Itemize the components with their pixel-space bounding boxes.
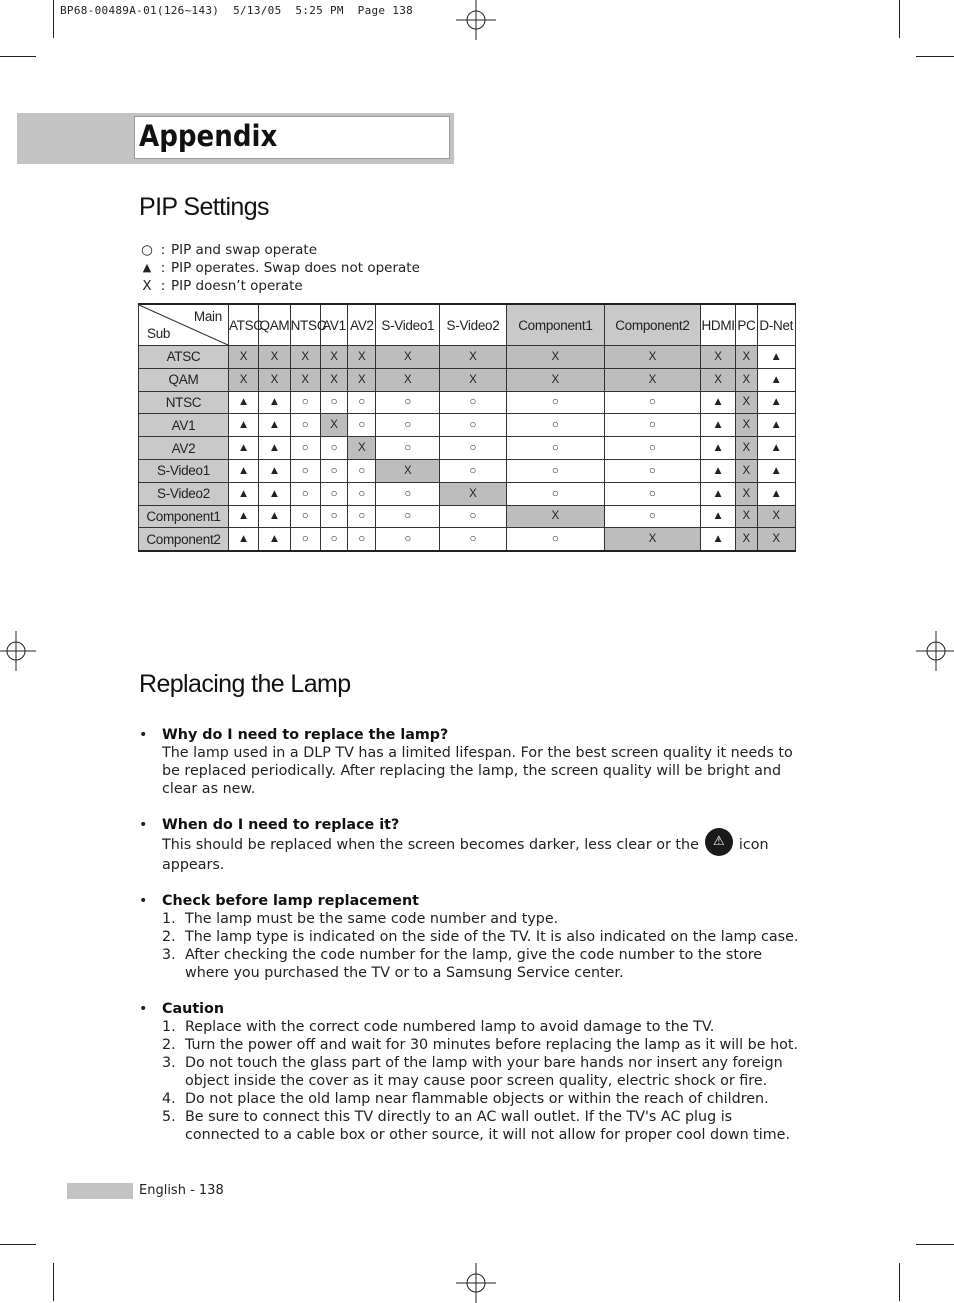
- table-cell: X: [506, 346, 604, 369]
- table-cell: X: [736, 528, 757, 551]
- table-cell: ○: [348, 505, 376, 528]
- table-cell: ○: [290, 391, 320, 414]
- table-cell: ○: [604, 505, 700, 528]
- pip-legend: [139, 241, 420, 295]
- crop-mark: [916, 56, 954, 57]
- bullet: •: [139, 727, 148, 743]
- table-cell: ▲: [700, 482, 735, 505]
- column-header: D-Net: [757, 304, 796, 346]
- registration-mark-icon: [456, 1263, 496, 1303]
- table-cell: ▲: [259, 414, 290, 437]
- row-header: S-Video2: [139, 482, 229, 505]
- table-cell: X: [604, 528, 700, 551]
- item-text: The lamp type is indicated on the side of the TV. It is also indicated on the lamp case.: [185, 929, 799, 945]
- table-cell: ▲: [757, 437, 796, 460]
- table-cell: X: [440, 482, 507, 505]
- numbered-item: [162, 1036, 799, 1054]
- legend-row: [139, 277, 420, 295]
- item-text: The lamp must be the same code number and type.: [185, 911, 559, 927]
- table-cell: X: [604, 368, 700, 391]
- column-header: QAM: [259, 304, 290, 346]
- question-heading: Check before lamp replacement: [162, 893, 419, 909]
- row-header: AV2: [139, 437, 229, 460]
- table-cell: ▲: [228, 482, 258, 505]
- table-cell: X: [259, 368, 290, 391]
- item-number: 1.: [162, 911, 176, 927]
- table-cell: X: [736, 368, 757, 391]
- table-row: [139, 505, 796, 528]
- item-number: 2.: [162, 929, 176, 945]
- legend-text: PIP and swap operate: [171, 242, 318, 258]
- footer-bar: [67, 1183, 133, 1199]
- table-cell: X: [228, 346, 258, 369]
- corner-sub-label: Sub: [147, 326, 171, 341]
- table-cell: X: [736, 346, 757, 369]
- table-cell: ○: [376, 437, 440, 460]
- x-icon: X: [142, 278, 152, 294]
- row-header: Component2: [139, 528, 229, 551]
- table-cell: ▲: [700, 391, 735, 414]
- table-cell: X: [736, 414, 757, 437]
- table-row: [139, 437, 796, 460]
- table-cell: ▲: [228, 459, 258, 482]
- table-cell: X: [700, 346, 735, 369]
- table-cell: X: [506, 505, 604, 528]
- table-cell: ○: [348, 391, 376, 414]
- table-cell: ○: [320, 505, 347, 528]
- pip-settings-table: [138, 303, 796, 552]
- answer-text-before: This should be replaced when the screen becomes darker, less clear or the: [162, 837, 699, 853]
- numbered-item: [162, 1108, 799, 1144]
- table-cell: ○: [440, 505, 507, 528]
- crop-mark: [899, 0, 900, 38]
- table-cell: X: [736, 482, 757, 505]
- table-cell: ○: [290, 414, 320, 437]
- table-cell: ▲: [700, 437, 735, 460]
- table-cell: ▲: [259, 459, 290, 482]
- table-cell: X: [604, 346, 700, 369]
- lamp-warning-icon: ⚠: [705, 828, 733, 856]
- check-list: [162, 910, 799, 982]
- table-cell: ○: [604, 459, 700, 482]
- table-header-row: [139, 304, 796, 346]
- table-cell: ○: [348, 482, 376, 505]
- table-cell: ▲: [228, 437, 258, 460]
- numbered-item: [162, 1054, 799, 1090]
- item-number: 4.: [162, 1091, 176, 1107]
- column-header: NTSC: [290, 304, 320, 346]
- crop-mark: [899, 1263, 900, 1301]
- table-cell: ○: [440, 437, 507, 460]
- column-header: S-Video1: [376, 304, 440, 346]
- row-header: AV1: [139, 414, 229, 437]
- item-text: Do not place the old lamp near flammable objects or within the reach of children.: [185, 1091, 769, 1107]
- table-cell: ▲: [700, 528, 735, 551]
- row-header: QAM: [139, 368, 229, 391]
- list-item: [139, 1000, 799, 1144]
- table-row: [139, 368, 796, 391]
- table-row: [139, 459, 796, 482]
- table-cell: ▲: [700, 414, 735, 437]
- item-number: 1.: [162, 1019, 176, 1035]
- legend-colon: :: [160, 242, 166, 258]
- question-heading: Why do I need to replace the lamp?: [162, 727, 449, 743]
- question-heading: When do I need to replace it?: [162, 817, 400, 833]
- list-item: [139, 726, 799, 798]
- table-cell: ▲: [700, 459, 735, 482]
- table-cell: ▲: [757, 391, 796, 414]
- table-cell: ○: [604, 437, 700, 460]
- registration-mark-icon: [456, 0, 496, 40]
- table-cell: X: [440, 346, 507, 369]
- table-cell: ○: [320, 528, 347, 551]
- row-header: ATSC: [139, 346, 229, 369]
- list-item: [139, 816, 799, 874]
- table-cell: ▲: [228, 528, 258, 551]
- table-cell: ▲: [757, 368, 796, 391]
- table-row: [139, 482, 796, 505]
- table-cell: ▲: [757, 482, 796, 505]
- table-cell: X: [348, 437, 376, 460]
- table-cell: ○: [348, 528, 376, 551]
- table-cell: ○: [506, 528, 604, 551]
- question-heading: Caution: [162, 1001, 225, 1017]
- answer-text: [162, 834, 799, 874]
- table-row: [139, 346, 796, 369]
- table-cell: ○: [348, 414, 376, 437]
- table-cell: ○: [290, 505, 320, 528]
- table-cell: ○: [506, 437, 604, 460]
- crop-mark: [0, 56, 36, 57]
- corner-main-label: Main: [193, 309, 222, 324]
- table-cell: ○: [376, 528, 440, 551]
- table-cell: ○: [440, 391, 507, 414]
- pip-settings-heading: PIP Settings: [139, 193, 269, 221]
- table-cell: X: [259, 346, 290, 369]
- table-cell: ▲: [228, 505, 258, 528]
- registration-mark-icon: [0, 631, 40, 671]
- table-cell: ▲: [259, 437, 290, 460]
- column-header: HDMI: [700, 304, 735, 346]
- table-cell: X: [700, 368, 735, 391]
- numbered-item: [162, 946, 799, 982]
- table-cell: ▲: [757, 346, 796, 369]
- table-cell: ▲: [259, 505, 290, 528]
- table-cell: X: [757, 505, 796, 528]
- table-cell: ○: [604, 414, 700, 437]
- table-cell: ○: [348, 459, 376, 482]
- table-cell: X: [348, 368, 376, 391]
- replacing-lamp-heading: Replacing the Lamp: [139, 670, 351, 698]
- table-body: [139, 346, 796, 552]
- table-cell: X: [757, 528, 796, 551]
- table-cell: X: [320, 346, 347, 369]
- column-header: S-Video2: [440, 304, 507, 346]
- column-header: PC: [736, 304, 757, 346]
- table-cell: ○: [604, 391, 700, 414]
- registration-mark-icon: [914, 631, 954, 671]
- item-number: 3.: [162, 947, 176, 963]
- table-cell: X: [736, 437, 757, 460]
- legend-row: [139, 259, 420, 277]
- numbered-item: [162, 910, 799, 928]
- table-corner-cell: [139, 304, 229, 346]
- page-title: Appendix: [139, 119, 278, 153]
- legend-colon: :: [160, 278, 166, 294]
- row-header: Component1: [139, 505, 229, 528]
- bullet: •: [139, 1001, 148, 1017]
- table-row: [139, 391, 796, 414]
- table-cell: X: [440, 368, 507, 391]
- table-cell: ○: [290, 482, 320, 505]
- table-row: [139, 528, 796, 551]
- table-cell: X: [290, 346, 320, 369]
- crop-mark: [0, 1244, 36, 1245]
- table-cell: ○: [376, 505, 440, 528]
- numbered-item: [162, 1018, 799, 1036]
- table-cell: X: [320, 414, 347, 437]
- table-cell: ○: [320, 437, 347, 460]
- legend-text: PIP doesn’t operate: [171, 278, 303, 294]
- table-cell: ○: [290, 459, 320, 482]
- legend-colon: :: [160, 260, 166, 276]
- table-cell: ○: [320, 459, 347, 482]
- table-cell: X: [736, 459, 757, 482]
- crop-mark: [53, 1263, 54, 1301]
- row-header: NTSC: [139, 391, 229, 414]
- table-cell: ○: [506, 459, 604, 482]
- table-cell: ○: [440, 459, 507, 482]
- table-cell: ▲: [700, 505, 735, 528]
- table-cell: X: [290, 368, 320, 391]
- answer-text: The lamp used in a DLP TV has a limited lifespan. For the best screen quality it needs to be replaced periodically. After replacing the lamp, the screen quality will be bright and clear as new.: [162, 745, 793, 797]
- item-text: Turn the power off and wait for 30 minutes before replacing the lamp as it will be hot.: [185, 1037, 799, 1053]
- table-cell: ○: [376, 414, 440, 437]
- table-cell: X: [348, 346, 376, 369]
- list-item: [139, 892, 799, 982]
- table-row: [139, 414, 796, 437]
- table-cell: X: [736, 505, 757, 528]
- column-header: ATSC: [228, 304, 258, 346]
- bullet: •: [139, 893, 148, 909]
- table-cell: ▲: [228, 414, 258, 437]
- page-number: English - 138: [139, 1183, 224, 1198]
- lamp-section: [139, 726, 799, 1162]
- table-cell: X: [228, 368, 258, 391]
- numbered-item: [162, 1090, 799, 1108]
- answer-text-after: icon appears.: [162, 837, 769, 873]
- table-cell: ○: [376, 391, 440, 414]
- bullet: •: [139, 817, 148, 833]
- legend-row: [139, 241, 420, 259]
- table-cell: ○: [604, 482, 700, 505]
- item-text: Replace with the correct code numbered lamp to avoid damage to the TV.: [185, 1019, 715, 1035]
- circle-icon: ○: [141, 242, 153, 258]
- item-number: 5.: [162, 1109, 176, 1125]
- table-cell: ○: [320, 391, 347, 414]
- table-cell: ▲: [259, 528, 290, 551]
- triangle-icon: ▲: [142, 261, 152, 274]
- table-cell: ○: [376, 482, 440, 505]
- print-header: BP68-00489A-01(126~143) 5/13/05 5:25 PM Page 138: [60, 4, 414, 17]
- table-cell: X: [376, 368, 440, 391]
- item-text: Be sure to connect this TV directly to an AC wall outlet. If the TV's AC plug is connected to a cable box or other source, it will not allow for proper cool down time.: [185, 1109, 791, 1143]
- table-cell: ○: [440, 528, 507, 551]
- table-cell: X: [320, 368, 347, 391]
- table-cell: ○: [320, 482, 347, 505]
- row-header: S-Video1: [139, 459, 229, 482]
- table-cell: ▲: [259, 482, 290, 505]
- table-cell: X: [376, 346, 440, 369]
- column-header: AV1: [320, 304, 347, 346]
- table-cell: ▲: [757, 414, 796, 437]
- crop-mark: [53, 0, 54, 38]
- table-cell: X: [506, 368, 604, 391]
- item-text: After checking the code number for the lamp, give the code number to the store where you purchased the TV or to a Samsung Service center.: [185, 947, 763, 981]
- item-text: Do not touch the glass part of the lamp with your bare hands nor insert any foreign object inside the cover as it may cause poor screen quality, electric shock or fire.: [185, 1055, 783, 1089]
- table-cell: ▲: [757, 459, 796, 482]
- table-cell: ○: [506, 414, 604, 437]
- column-header: AV2: [348, 304, 376, 346]
- table-cell: ○: [506, 391, 604, 414]
- table-cell: ○: [440, 414, 507, 437]
- legend-text: PIP operates. Swap does not operate: [171, 260, 420, 276]
- table-cell: ○: [506, 482, 604, 505]
- crop-mark: [916, 1244, 954, 1245]
- column-header: Component2: [604, 304, 700, 346]
- numbered-item: [162, 928, 799, 946]
- table-cell: ○: [290, 528, 320, 551]
- table-cell: ○: [290, 437, 320, 460]
- table-cell: ▲: [228, 391, 258, 414]
- item-number: 2.: [162, 1037, 176, 1053]
- item-number: 3.: [162, 1055, 176, 1071]
- table-cell: X: [736, 391, 757, 414]
- column-header: Component1: [506, 304, 604, 346]
- table-cell: ▲: [259, 391, 290, 414]
- table-cell: X: [376, 459, 440, 482]
- caution-list: [162, 1018, 799, 1144]
